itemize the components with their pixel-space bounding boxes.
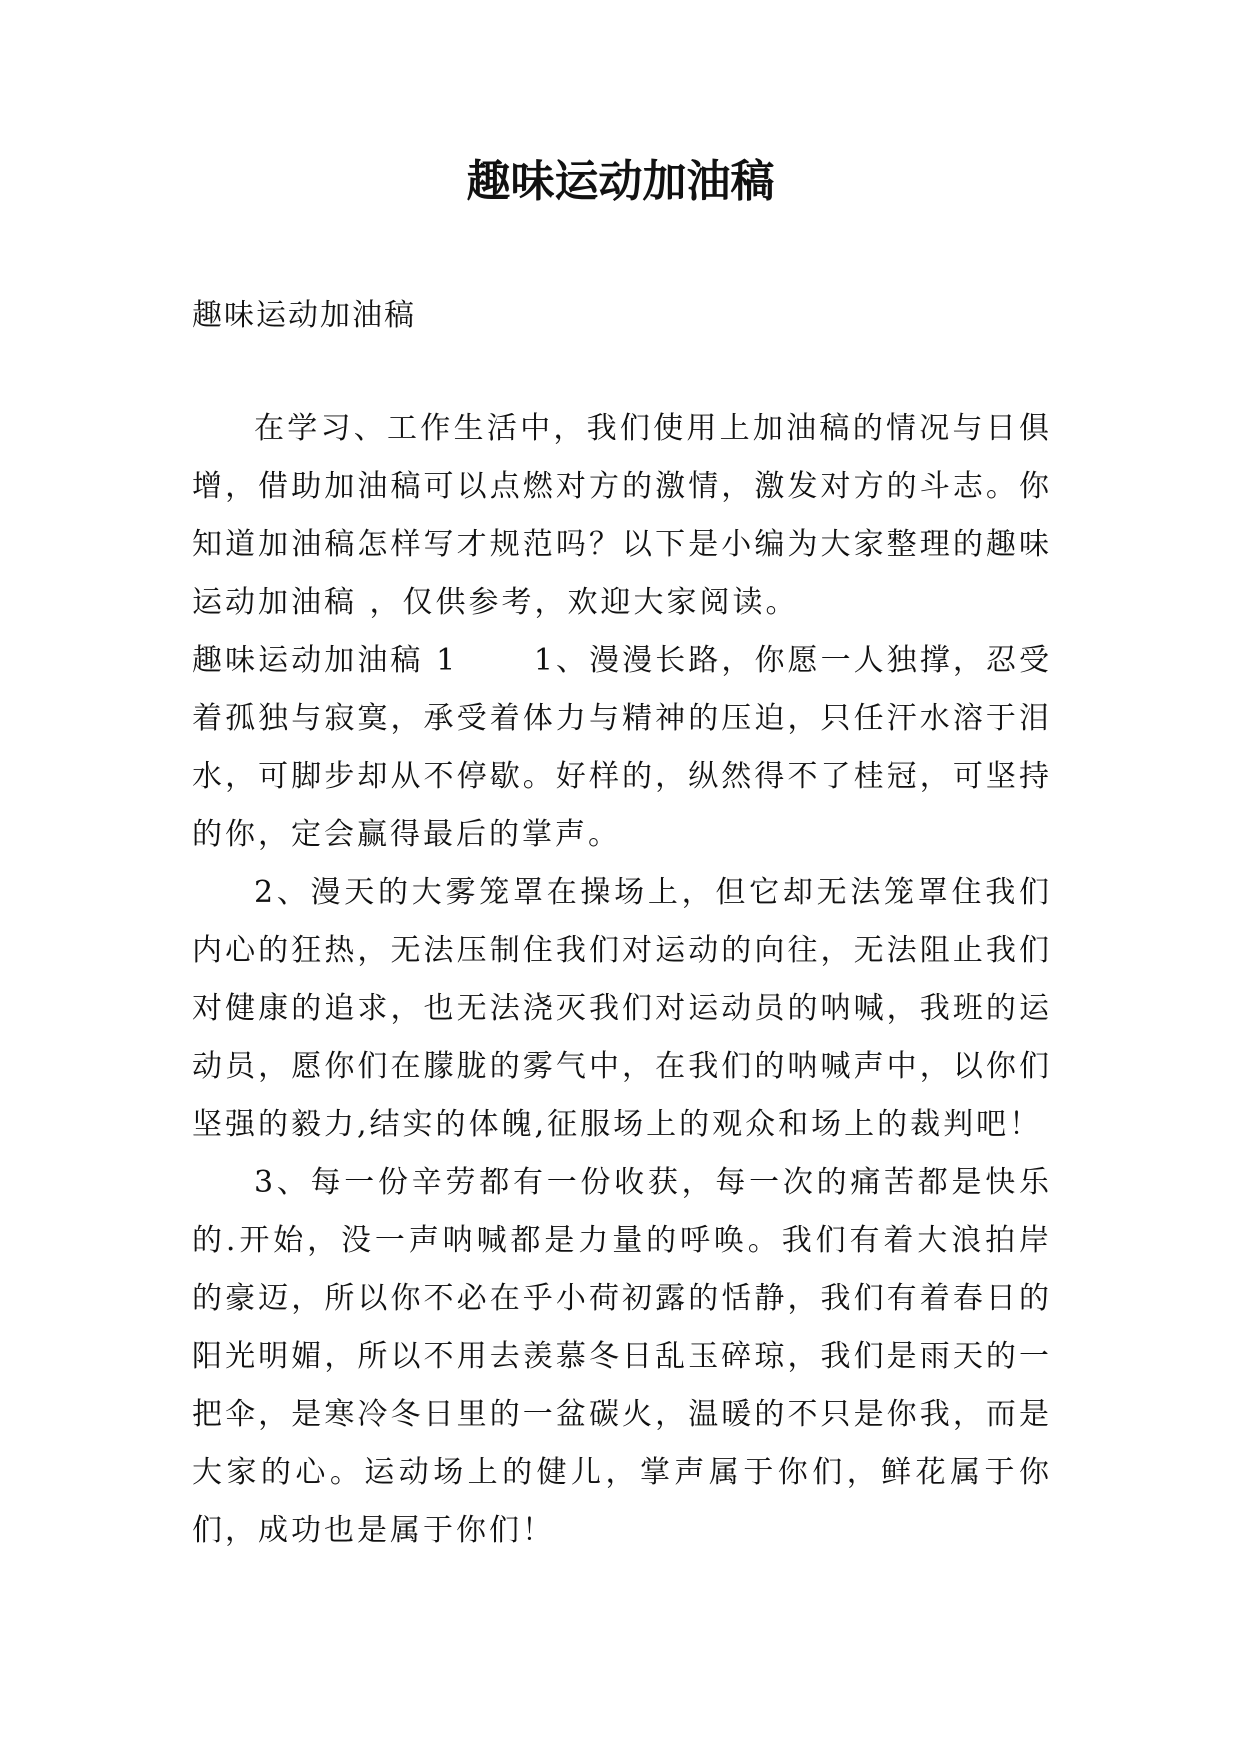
label-spacer bbox=[458, 643, 534, 678]
item-3-paragraph: 3、每一份辛劳都有一份收获，每一次的痛苦都是快乐的.开始，没一声呐喊都是力量的呼唤。我们有着大浪拍岸的豪迈，所以你不必在乎小荷初露的恬静，我们有着春日的阳光明媚，所以不用去羡慕冬日乱玉碎琼，我们是雨天的一把伞，是寒冷冬日里的一盆碳火，温暖的不只是你我，而是大家的心。运动场上的健儿，掌声属于你们，鲜花属于你们，成功也是属于你们！ bbox=[192, 1165, 1052, 1548]
document-body bbox=[192, 400, 1052, 1560]
intro-paragraph: 在学习、工作生活中，我们使用上加油稿的情况与日俱增，借助加油稿可以点燃对方的激情，激发对方的斗志。你知道加油稿怎样写才规范吗？以下是小编为大家整理的趣味运动加油稿 ，仅供参考，欢迎大家阅读。 bbox=[192, 411, 1052, 620]
item-2-paragraph: 2、漫天的大雾笼罩在操场上，但它却无法笼罩住我们内心的狂热，无法压制住我们对运动的向往，无法阻止我们对健康的追求，也无法浇灭我们对运动员的呐喊，我班的运动员，愿你们在朦胧的雾气中，在我们的呐喊声中，以你们坚强的毅力,结实的体魄,征服场上的观众和场上的裁判吧！ bbox=[192, 875, 1052, 1142]
item-1-text: 1、漫漫长路，你愿一人独撑，忍受着孤独与寂寞，承受着体力与精神的压迫，只任汗水溶于泪水，可脚步却从不停歇。好样的，纵然得不了桂冠，可坚持的你，定会赢得最后的掌声。 bbox=[192, 643, 1053, 852]
section-label: 趣味运动加油稿 1 bbox=[192, 643, 459, 678]
section-paragraph-1 bbox=[192, 632, 1052, 864]
document-title: 趣味运动加油稿 bbox=[466, 156, 775, 207]
document-subheading: 趣味运动加油稿 bbox=[192, 298, 416, 333]
